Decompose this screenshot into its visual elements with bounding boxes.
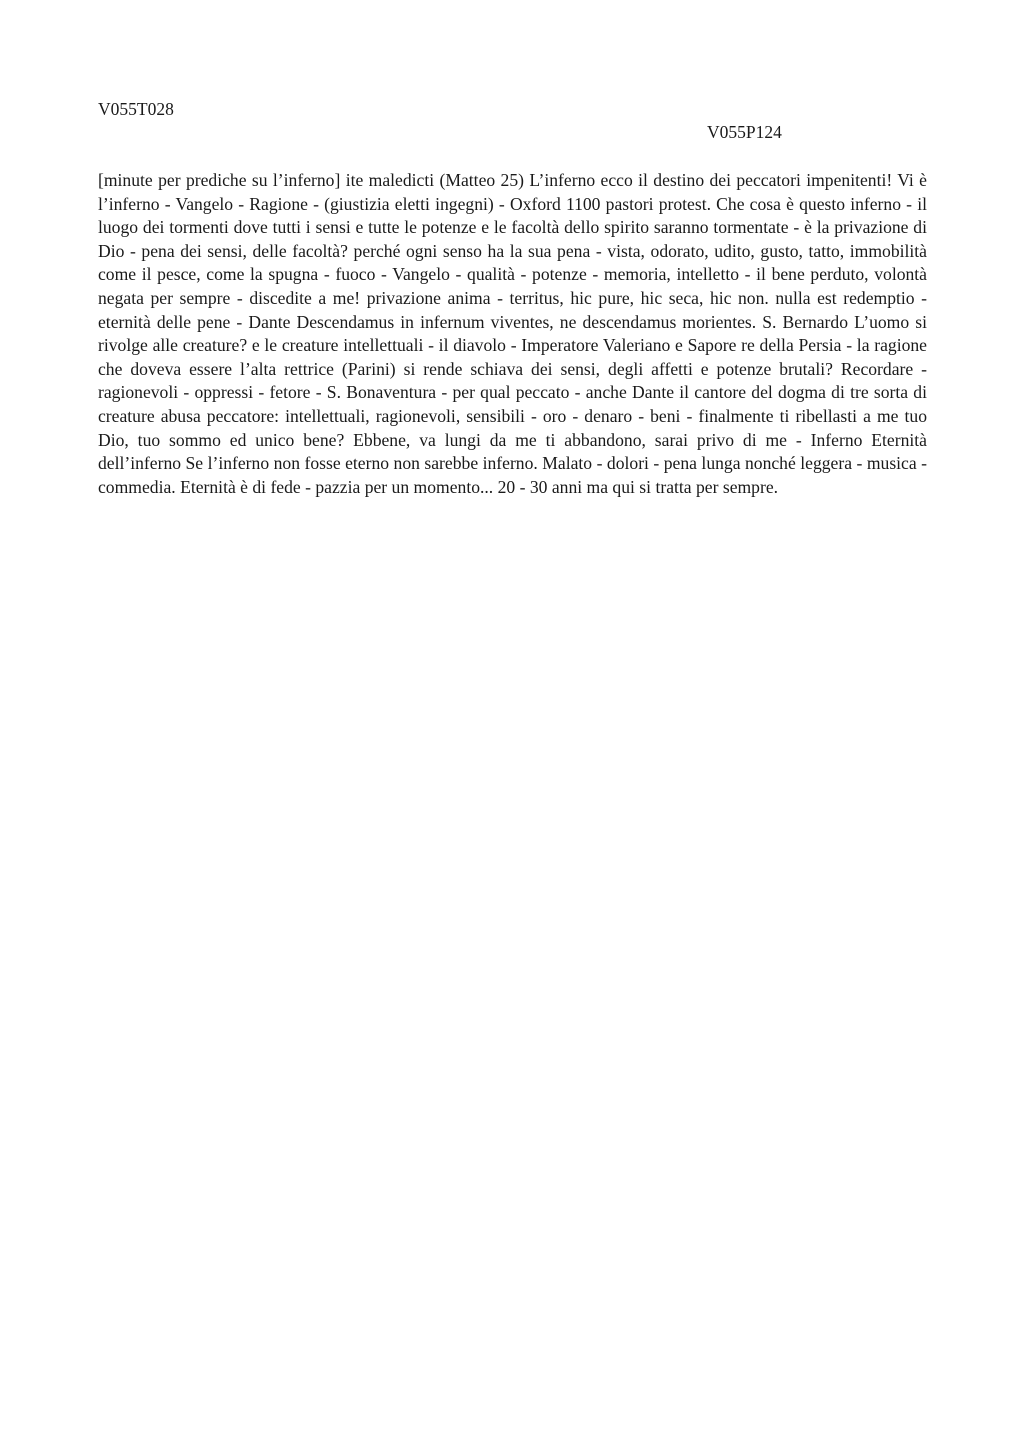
page-id: V055P124 bbox=[707, 122, 782, 142]
body-paragraph: [minute per prediche su l’inferno] ite maledicti (Matteo 25) L’inferno ecco il destino dei peccatori impenitenti! Vi è l’inferno - Vangelo - Ragione - (giustizia eletti ingegni) - Oxford 1100 pastori protest. Che cosa è questo inferno - il luogo dei tormenti dove tutti i sensi e tutte le potenze e le facoltà dello spirito saranno tormentate - è la privazione di Dio - pena dei sensi, delle facoltà? perché ogni senso ha la sua pena - vista, odorato, udito, gusto, tatto, immobilità come il pesce, come la spugna - fuoco - Vangelo - qualità - potenze - memoria, intelletto - il bene perduto, volontà negata per sempre - discedite a me! privazione anima - territus, hic pure, hic seca, hic non. nulla est redemptio - eternità delle pene - Dante Descendamus in infernum viventes, ne descendamus morientes. S. Bernardo L’uomo si rivolge alle creature? e le creature intellettuali - il diavolo - Imperatore Valeriano e Sapore re della Persia - la ragione che doveva essere l’alta rettrice (Parini) si rende schiava dei sensi, degli affetti e potenze brutali? Recordare - ragionevoli - oppressi - fetore - S. Bonaventura - per qual peccato - anche Dante il cantore del dogma di tre sorta di creature abusa peccatore: intellettuali, ragionevoli, sensibili - oro - denaro - beni - finalmente ti ribellasti a me tuo Dio, tuo sommo ed unico bene? Ebbene, va lungi da me ti abbandono, sarai privo di me - Inferno Eternità dell’inferno Se l’inferno non fosse eterno non sarebbe inferno. Malato - dolori - pena lunga nonché leggera - musica - commedia. Eternità è di fede - pazzia per un momento... 20 - 30 anni ma qui si tratta per sempre. bbox=[98, 170, 927, 497]
document-id: V055T028 bbox=[98, 99, 174, 119]
